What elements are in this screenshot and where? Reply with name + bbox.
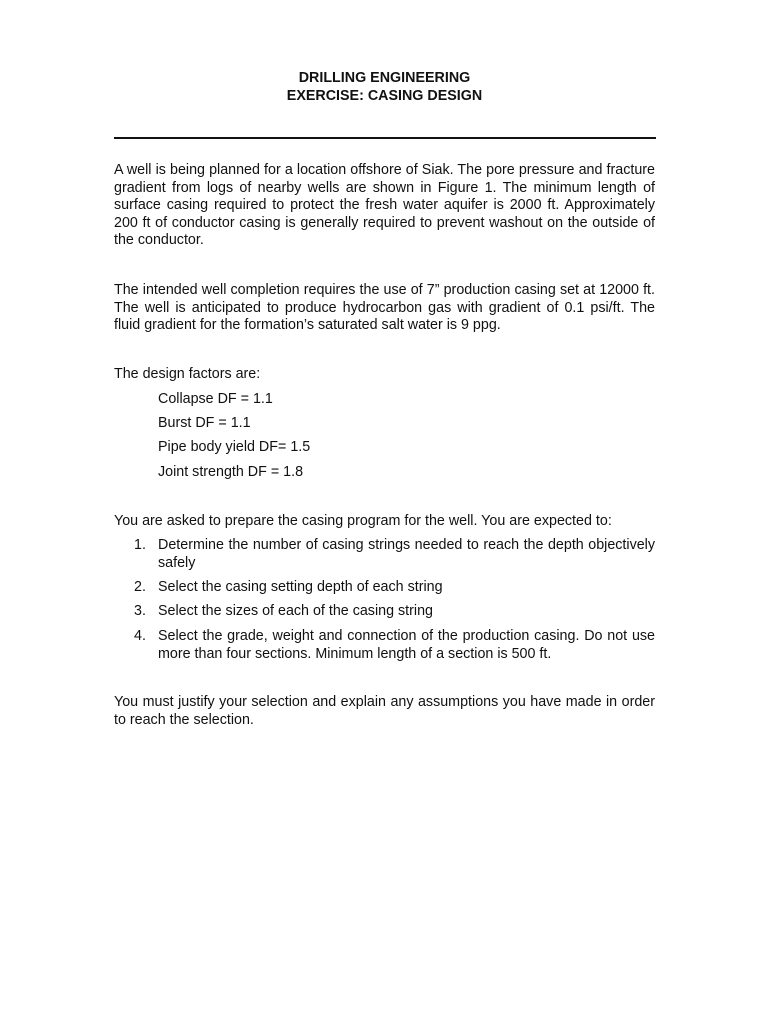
list-text: Select the grade, weight and connection of the production casing. Do not use more than four sections. Minimum length of a section is 500 ft. <box>158 628 655 662</box>
design-factor-joint-strength: Joint strength DF = 1.8 <box>158 464 304 480</box>
document-title: DRILLING ENGINEERING <box>298 70 471 86</box>
list-number: 2. <box>134 579 146 595</box>
paragraph-completion: The intended well completion requires the use of 7” production casing set at 12000 ft. The well is anticipated to produce hydrocarbon gas with gradient of 0.1 psi/ft. The fluid gradient for the formation’s saturated salt water is 9 ppg. <box>114 282 655 334</box>
list-text: Select the casing setting depth of each string <box>158 579 443 595</box>
design-factor-burst: Burst DF = 1.1 <box>158 415 251 431</box>
list-number: 4. <box>134 628 146 644</box>
design-factor-pipe-body-yield: Pipe body yield DF= 1.5 <box>158 439 311 455</box>
list-text: Select the sizes of each of the casing string <box>158 603 433 619</box>
list-number: 3. <box>134 603 146 619</box>
task-intro: You are asked to prepare the casing program for the well. You are expected to: <box>114 513 612 529</box>
design-factor-collapse: Collapse DF = 1.1 <box>158 391 273 407</box>
title-divider <box>114 137 656 139</box>
paragraph-well-description: A well is being planned for a location offshore of Siak. The pore pressure and fracture gradient from logs of nearby wells are shown in Figure 1. The minimum length of surface casing required to protect the fresh water aquifer is 2000 ft. Approximately 200 ft of conductor casing is generally required to prevent washout on the outside of the conductor. <box>114 162 655 249</box>
paragraph-closing: You must justify your selection and explain any assumptions you have made in order to reach the selection. <box>114 694 655 728</box>
document-subtitle: EXERCISE: CASING DESIGN <box>286 88 483 104</box>
list-text: Determine the number of casing strings needed to reach the depth objectively safely <box>158 537 655 571</box>
design-factors-intro: The design factors are: <box>114 366 261 382</box>
list-number: 1. <box>134 537 146 553</box>
